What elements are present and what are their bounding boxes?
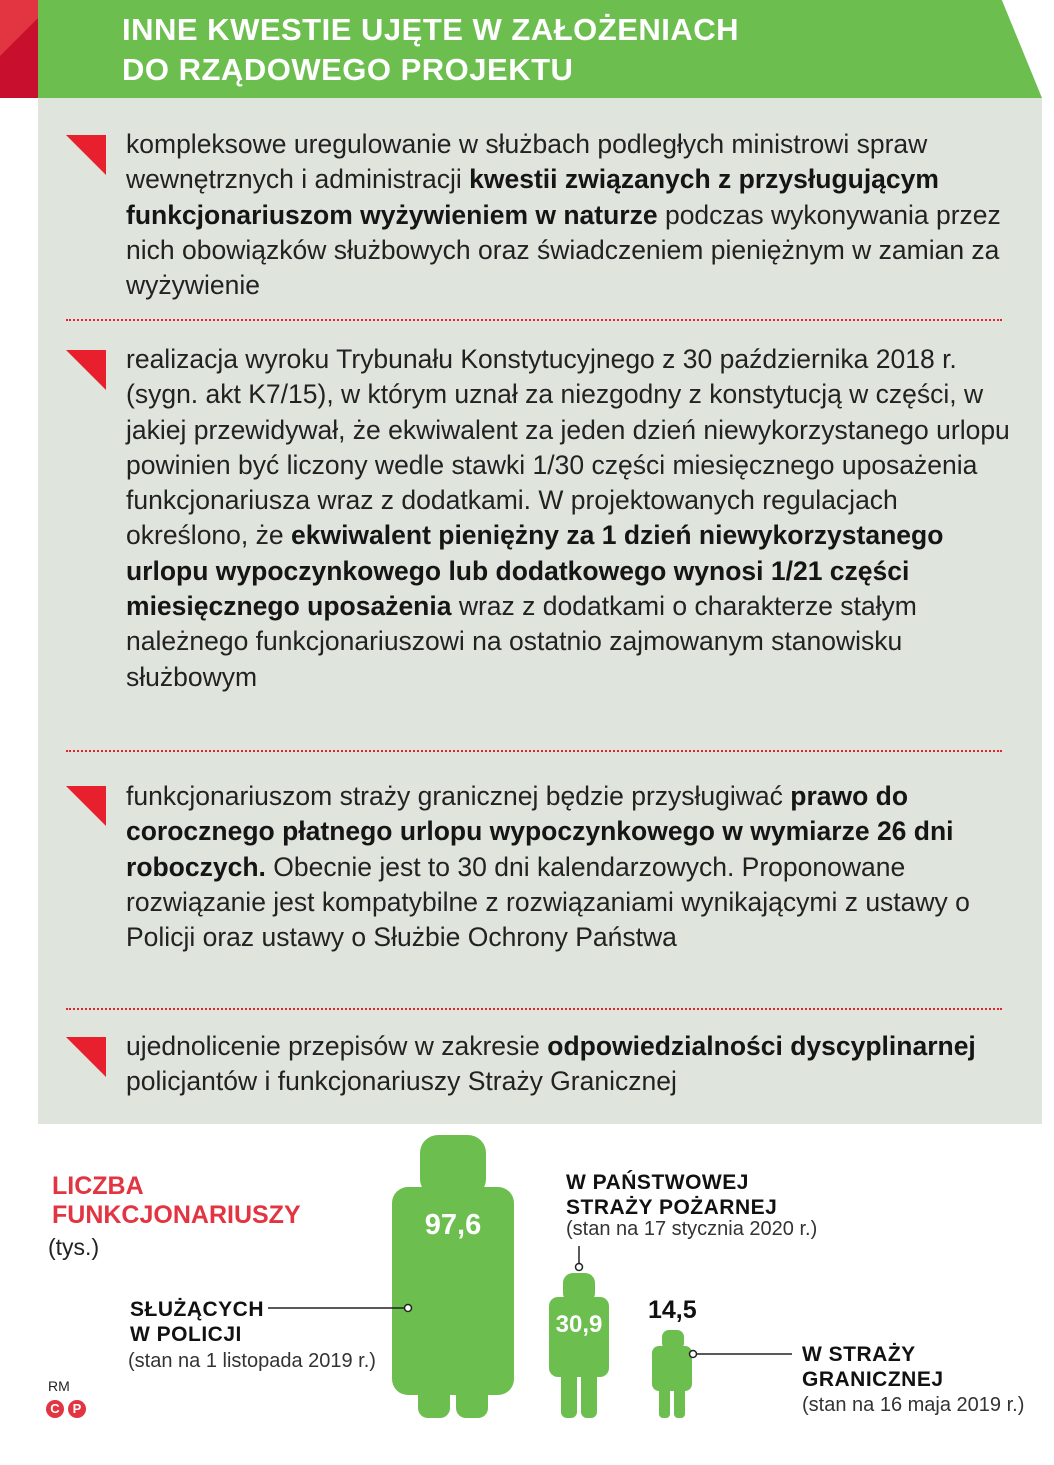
item-bold-text: prawo do corocznego płatnego urlopu wypoczynkowego w wymiarze 26 dni roboczych.: [126, 781, 954, 882]
border-label-line1: W STRAŻY: [802, 1343, 916, 1366]
police-label-line1: SŁUŻĄCYCH: [130, 1298, 264, 1321]
police-label-line2: W POLICJI: [130, 1323, 242, 1346]
press-icon: P: [68, 1400, 86, 1418]
border-date: (stan na 16 maja 2019 r.): [802, 1394, 1025, 1416]
police-label: [130, 1297, 264, 1347]
item-text: policjantów i funkcjonariuszy Straży Granicznej: [126, 1066, 677, 1097]
person-icon-police: [392, 1135, 514, 1418]
border-value: 14,5: [648, 1296, 697, 1324]
fire-value: 30,9: [555, 1311, 603, 1338]
fire-label-line2: STRAŻY POŻARNEJ: [566, 1196, 778, 1219]
connector-lines: [268, 1246, 792, 1358]
author-credit: RM: [48, 1378, 70, 1394]
item-bold-text: ekwiwalent pieniężny za 1 dzień niewykorzystanego urlopu wypoczynkowego lub dodatkowego wynosi 1/21 części miesięcznego uposażenia: [126, 520, 944, 622]
item-text: wraz z dodatkami o charakterze stałym należnego funkcjonariuszowi na ostatnio zajmowanym stanowisku służbowym: [126, 591, 917, 692]
item-text: funkcjonariuszom straży granicznej będzie przysługiwać: [126, 781, 791, 811]
fire-label-line1: W PAŃSTWOWEJ: [566, 1171, 749, 1194]
item-text: ujednolicenie przepisów w zakresie: [126, 1031, 548, 1061]
copyright-icon: C: [46, 1400, 64, 1418]
item-text: kompleksowe uregulowanie w służbach podległych ministrowi spraw wewnętrznych i administracji: [126, 129, 928, 195]
item-text: podczas wykonywania przez nich obowiązków służbowych oraz świadczeniem pieniężnym w zamian za wyżywienie: [126, 199, 1001, 301]
police-value: 97,6: [424, 1209, 482, 1241]
border-label-line2: GRANICZNEJ: [802, 1368, 944, 1391]
item-text: realizacja wyroku Trybunału Konstytucyjnego z 30 października 2018 r. (sygn. akt K7/15), w którym uznał za niezgodny z konstytucją w części, w jakiej przewidywał, że ekwiwalent za jeden dzień niewykorzystanego urlopu powinien być liczony wedle stawki 1/30 części miesięcznego uposażenia funkcjonariusza wraz z dodatkami. W projektowanych regulacjach określono, że: [126, 344, 1010, 551]
item-bold-text: kwestii związanych z przysługującym funkcjonariuszom wyżywieniem w naturze: [126, 164, 939, 230]
stats-title-line2: FUNKCJONARIUSZY: [52, 1201, 301, 1229]
fire-label: [566, 1170, 777, 1220]
fire-date: (stan na 17 stycznia 2020 r.): [566, 1218, 818, 1240]
stats-unit: (tys.): [48, 1234, 100, 1260]
stats-title-line1: LICZBA: [52, 1172, 144, 1200]
person-icon-border: [652, 1330, 692, 1418]
border-label: [802, 1342, 944, 1392]
police-date: (stan na 1 listopada 2019 r.): [128, 1350, 376, 1372]
person-icon-fire: [549, 1273, 609, 1418]
item-text: Obecnie jest to 30 dni kalendarzowych. Proponowane rozwiązanie jest kompatybilne z rozwiązaniami wynikającymi z ustawy o Policji oraz ustawy o Służbie Ochrony Państwa: [126, 851, 970, 953]
page-title-line2: DO RZĄDOWEGO PROJEKTU: [122, 52, 574, 87]
page-title-line1: INNE KWESTIE UJĘTE W ZAŁOŻENIACH: [122, 12, 740, 47]
item-bold-text: odpowiedzialności dyscyplinarnej: [547, 1031, 976, 1061]
